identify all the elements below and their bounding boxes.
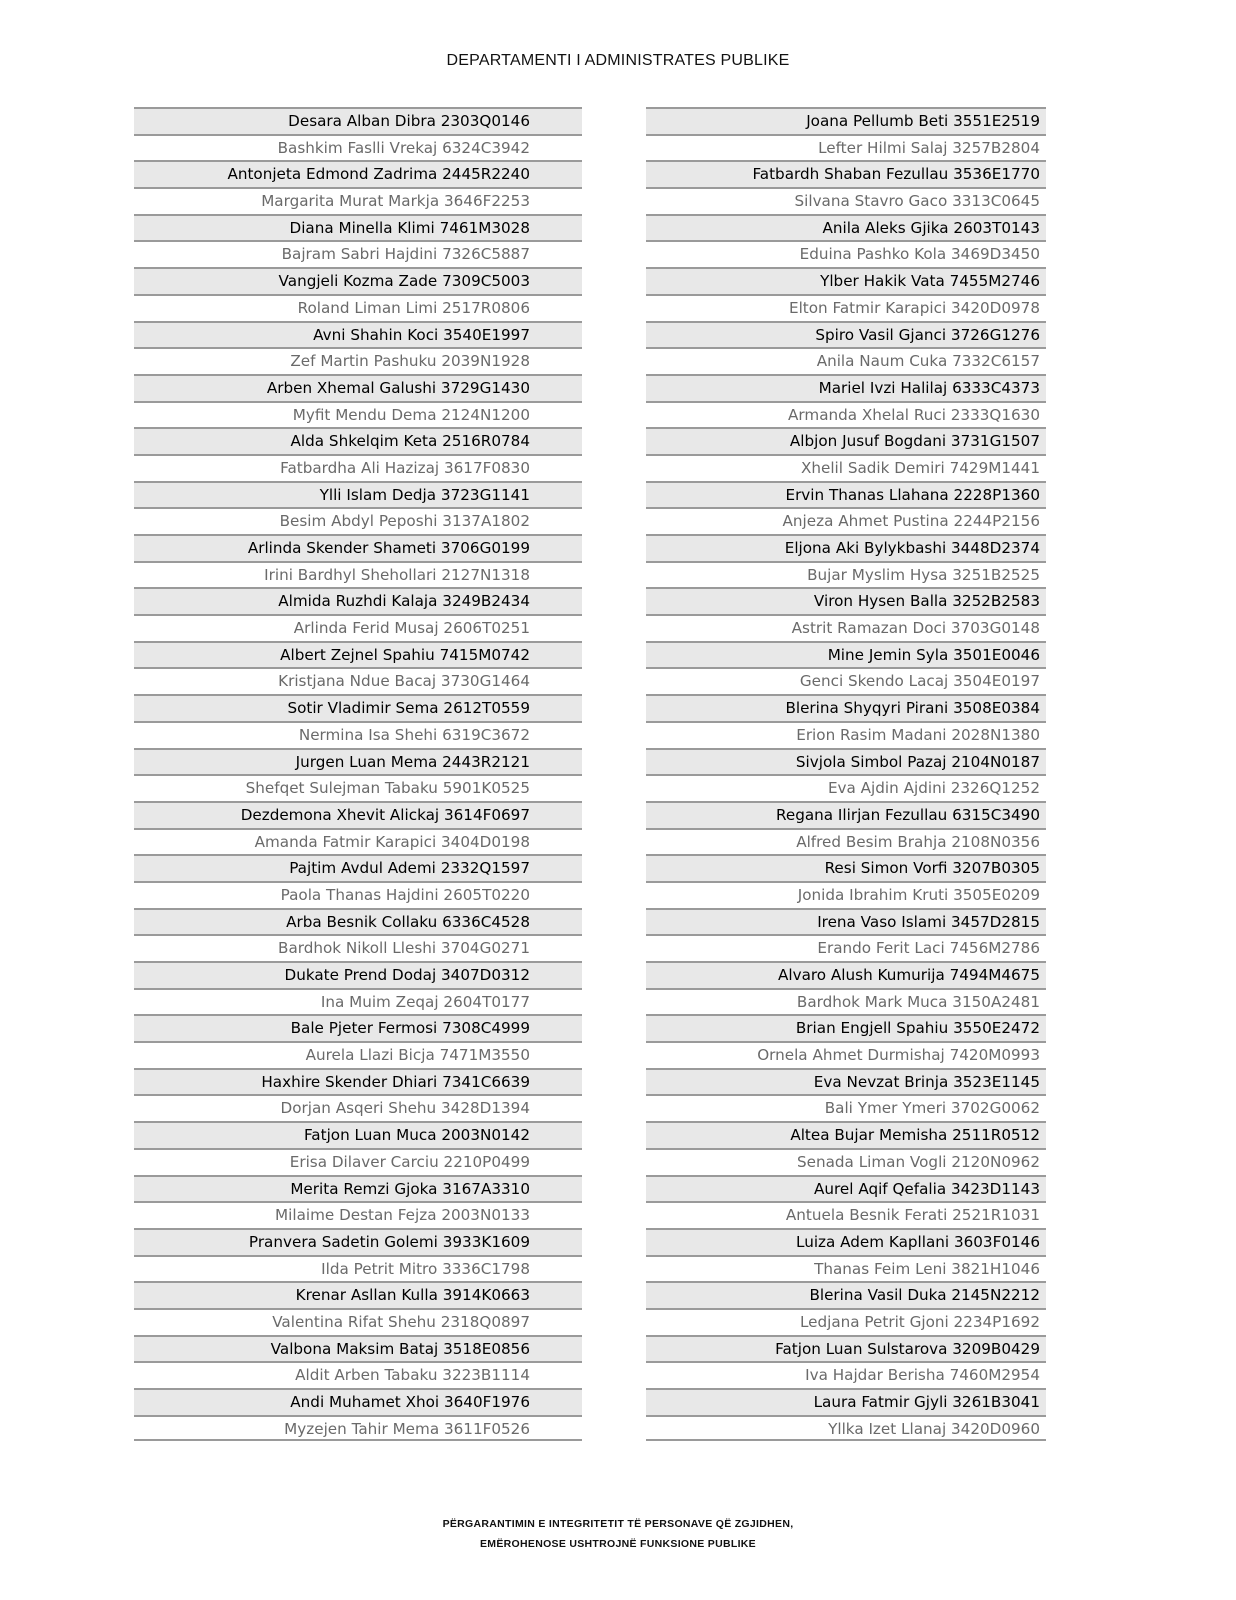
name-entry: Viron Hysen Balla 3252B2583 [646, 587, 1046, 614]
name-entry: Desara Alban Dibra 2303Q0146 [134, 107, 582, 134]
name-entry: Roland Liman Limi 2517R0806 [134, 294, 582, 321]
name-entry: Albjon Jusuf Bogdani 3731G1507 [646, 427, 1046, 454]
name-entry: Vangjeli Kozma Zade 7309C5003 [134, 267, 582, 294]
name-entry: Paola Thanas Hajdini 2605T0220 [134, 881, 582, 908]
name-entry: Thanas Feim Leni 3821H1046 [646, 1255, 1046, 1282]
name-entry: Milaime Destan Fejza 2003N0133 [134, 1201, 582, 1228]
name-entry: Silvana Stavro Gaco 3313C0645 [646, 187, 1046, 214]
name-entry: Merita Remzi Gjoka 3167A3310 [134, 1175, 582, 1202]
name-entry: Spiro Vasil Gjanci 3726G1276 [646, 321, 1046, 348]
name-entry: Dorjan Asqeri Shehu 3428D1394 [134, 1094, 582, 1121]
name-entry: Bali Ymer Ymeri 3702G0062 [646, 1094, 1046, 1121]
name-entry: Diana Minella Klimi 7461M3028 [134, 214, 582, 241]
name-entry: Regana Ilirjan Fezullau 6315C3490 [646, 801, 1046, 828]
name-entry: Kristjana Ndue Bacaj 3730G1464 [134, 667, 582, 694]
name-entry: Albert Zejnel Spahiu 7415M0742 [134, 641, 582, 668]
name-entry: Luiza Adem Kapllani 3603F0146 [646, 1228, 1046, 1255]
name-entry: Irini Bardhyl Shehollari 2127N1318 [134, 561, 582, 588]
name-entry: Krenar Asllan Kulla 3914K0663 [134, 1281, 582, 1308]
name-entry: Valbona Maksim Bataj 3518E0856 [134, 1335, 582, 1362]
name-entry: Ervin Thanas Llahana 2228P1360 [646, 481, 1046, 508]
name-entry: Armanda Xhelal Ruci 2333Q1630 [646, 401, 1046, 428]
name-entry: Fatbardh Shaban Fezullau 3536E1770 [646, 160, 1046, 187]
name-entry: Pranvera Sadetin Golemi 3933K1609 [134, 1228, 582, 1255]
right-name-list [646, 107, 1046, 1441]
name-entry: Bashkim Faslli Vrekaj 6324C3942 [134, 134, 582, 161]
name-entry: Myzejen Tahir Mema 3611F0526 [134, 1415, 582, 1442]
footer [0, 1514, 1236, 1554]
name-entry: Shefqet Sulejman Tabaku 5901K0525 [134, 774, 582, 801]
name-entry: Haxhire Skender Dhiari 7341C6639 [134, 1068, 582, 1095]
name-entry: Sivjola Simbol Pazaj 2104N0187 [646, 748, 1046, 775]
name-entry: Altea Bujar Memisha 2511R0512 [646, 1121, 1046, 1148]
name-entry: Irena Vaso Islami 3457D2815 [646, 908, 1046, 935]
name-entry: Dezdemona Xhevit Alickaj 3614F0697 [134, 801, 582, 828]
name-entry: Arba Besnik Collaku 6336C4528 [134, 908, 582, 935]
name-entry: Ornela Ahmet Durmishaj 7420M0993 [646, 1041, 1046, 1068]
name-entry: Ylber Hakik Vata 7455M2746 [646, 267, 1046, 294]
name-entry: Nermina Isa Shehi 6319C3672 [134, 721, 582, 748]
name-entry: Anila Aleks Gjika 2603T0143 [646, 214, 1046, 241]
name-entry: Erisa Dilaver Carciu 2210P0499 [134, 1148, 582, 1175]
name-entry: Bujar Myslim Hysa 3251B2525 [646, 561, 1046, 588]
name-entry: Senada Liman Vogli 2120N0962 [646, 1148, 1046, 1175]
name-entry: Genci Skendo Lacaj 3504E0197 [646, 667, 1046, 694]
name-entry: Fatbardha Ali Hazizaj 3617F0830 [134, 454, 582, 481]
name-entry: Arlinda Skender Shameti 3706G0199 [134, 534, 582, 561]
footer-line-2: EMËROHENOSE USHTROJNË FUNKSIONE PUBLIKE [480, 1538, 756, 1550]
document-title: DEPARTAMENTI I ADMINISTRATES PUBLIKE [446, 52, 790, 69]
name-entry: Besim Abdyl Peposhi 3137A1802 [134, 507, 582, 534]
name-entry: Eljona Aki Bylykbashi 3448D2374 [646, 534, 1046, 561]
name-entry: Ilda Petrit Mitro 3336C1798 [134, 1255, 582, 1282]
name-entry: Xhelil Sadik Demiri 7429M1441 [646, 454, 1046, 481]
name-entry: Bale Pjeter Fermosi 7308C4999 [134, 1014, 582, 1041]
left-name-list [134, 107, 582, 1441]
name-entry: Jurgen Luan Mema 2443R2121 [134, 748, 582, 775]
name-entry: Ylli Islam Dedja 3723G1141 [134, 481, 582, 508]
name-entry: Eva Ajdin Ajdini 2326Q1252 [646, 774, 1046, 801]
name-entry: Aurel Aqif Qefalia 3423D1143 [646, 1175, 1046, 1202]
name-entry: Astrit Ramazan Doci 3703G0148 [646, 614, 1046, 641]
name-entry: Ledjana Petrit Gjoni 2234P1692 [646, 1308, 1046, 1335]
name-entry: Elton Fatmir Karapici 3420D0978 [646, 294, 1046, 321]
name-entry: Pajtim Avdul Ademi 2332Q1597 [134, 854, 582, 881]
name-entry: Eduina Pashko Kola 3469D3450 [646, 240, 1046, 267]
name-entry: Avni Shahin Koci 3540E1997 [134, 321, 582, 348]
name-entry: Mariel Ivzi Halilaj 6333C4373 [646, 374, 1046, 401]
name-entry: Bajram Sabri Hajdini 7326C5887 [134, 240, 582, 267]
name-entry: Resi Simon Vorfi 3207B0305 [646, 854, 1046, 881]
name-entry: Alda Shkelqim Keta 2516R0784 [134, 427, 582, 454]
name-entry: Brian Engjell Spahiu 3550E2472 [646, 1014, 1046, 1041]
name-entry: Antonjeta Edmond Zadrima 2445R2240 [134, 160, 582, 187]
name-entry: Eva Nevzat Brinja 3523E1145 [646, 1068, 1046, 1095]
name-entry: Laura Fatmir Gjyli 3261B3041 [646, 1388, 1046, 1415]
name-entry: Anila Naum Cuka 7332C6157 [646, 347, 1046, 374]
name-entry: Blerina Shyqyri Pirani 3508E0384 [646, 694, 1046, 721]
name-entry: Anjeza Ahmet Pustina 2244P2156 [646, 507, 1046, 534]
name-entry: Amanda Fatmir Karapici 3404D0198 [134, 828, 582, 855]
name-entry: Myfit Mendu Dema 2124N1200 [134, 401, 582, 428]
name-entry: Alvaro Alush Kumurija 7494M4675 [646, 961, 1046, 988]
name-entry: Sotir Vladimir Sema 2612T0559 [134, 694, 582, 721]
name-entry: Blerina Vasil Duka 2145N2212 [646, 1281, 1046, 1308]
name-entry: Valentina Rifat Shehu 2318Q0897 [134, 1308, 582, 1335]
name-entry: Zef Martin Pashuku 2039N1928 [134, 347, 582, 374]
name-entry: Iva Hajdar Berisha 7460M2954 [646, 1361, 1046, 1388]
name-entry: Dukate Prend Dodaj 3407D0312 [134, 961, 582, 988]
name-entry: Antuela Besnik Ferati 2521R1031 [646, 1201, 1046, 1228]
name-entry: Ina Muim Zeqaj 2604T0177 [134, 988, 582, 1015]
name-entry: Lefter Hilmi Salaj 3257B2804 [646, 134, 1046, 161]
name-entry: Jonida Ibrahim Kruti 3505E0209 [646, 881, 1046, 908]
name-entry: Bardhok Mark Muca 3150A2481 [646, 988, 1046, 1015]
name-entry: Erion Rasim Madani 2028N1380 [646, 721, 1046, 748]
name-entry: Aurela Llazi Bicja 7471M3550 [134, 1041, 582, 1068]
name-entry: Almida Ruzhdi Kalaja 3249B2434 [134, 587, 582, 614]
name-entry: Margarita Murat Markja 3646F2253 [134, 187, 582, 214]
name-entry: Erando Ferit Laci 7456M2786 [646, 934, 1046, 961]
name-entry: Joana Pellumb Beti 3551E2519 [646, 107, 1046, 134]
name-entry: Arlinda Ferid Musaj 2606T0251 [134, 614, 582, 641]
name-entry: Yllka Izet Llanaj 3420D0960 [646, 1415, 1046, 1442]
name-entry: Alfred Besim Brahja 2108N0356 [646, 828, 1046, 855]
name-entry: Bardhok Nikoll Lleshi 3704G0271 [134, 934, 582, 961]
name-entry: Andi Muhamet Xhoi 3640F1976 [134, 1388, 582, 1415]
name-entry: Fatjon Luan Muca 2003N0142 [134, 1121, 582, 1148]
name-entry: Fatjon Luan Sulstarova 3209B0429 [646, 1335, 1046, 1362]
name-entry: Aldit Arben Tabaku 3223B1114 [134, 1361, 582, 1388]
footer-line-1: PËRGARANTIMIN E INTEGRITETIT TË PERSONAVE QË ZGJIDHEN, [442, 1518, 794, 1530]
name-entry: Mine Jemin Syla 3501E0046 [646, 641, 1046, 668]
name-entry: Arben Xhemal Galushi 3729G1430 [134, 374, 582, 401]
